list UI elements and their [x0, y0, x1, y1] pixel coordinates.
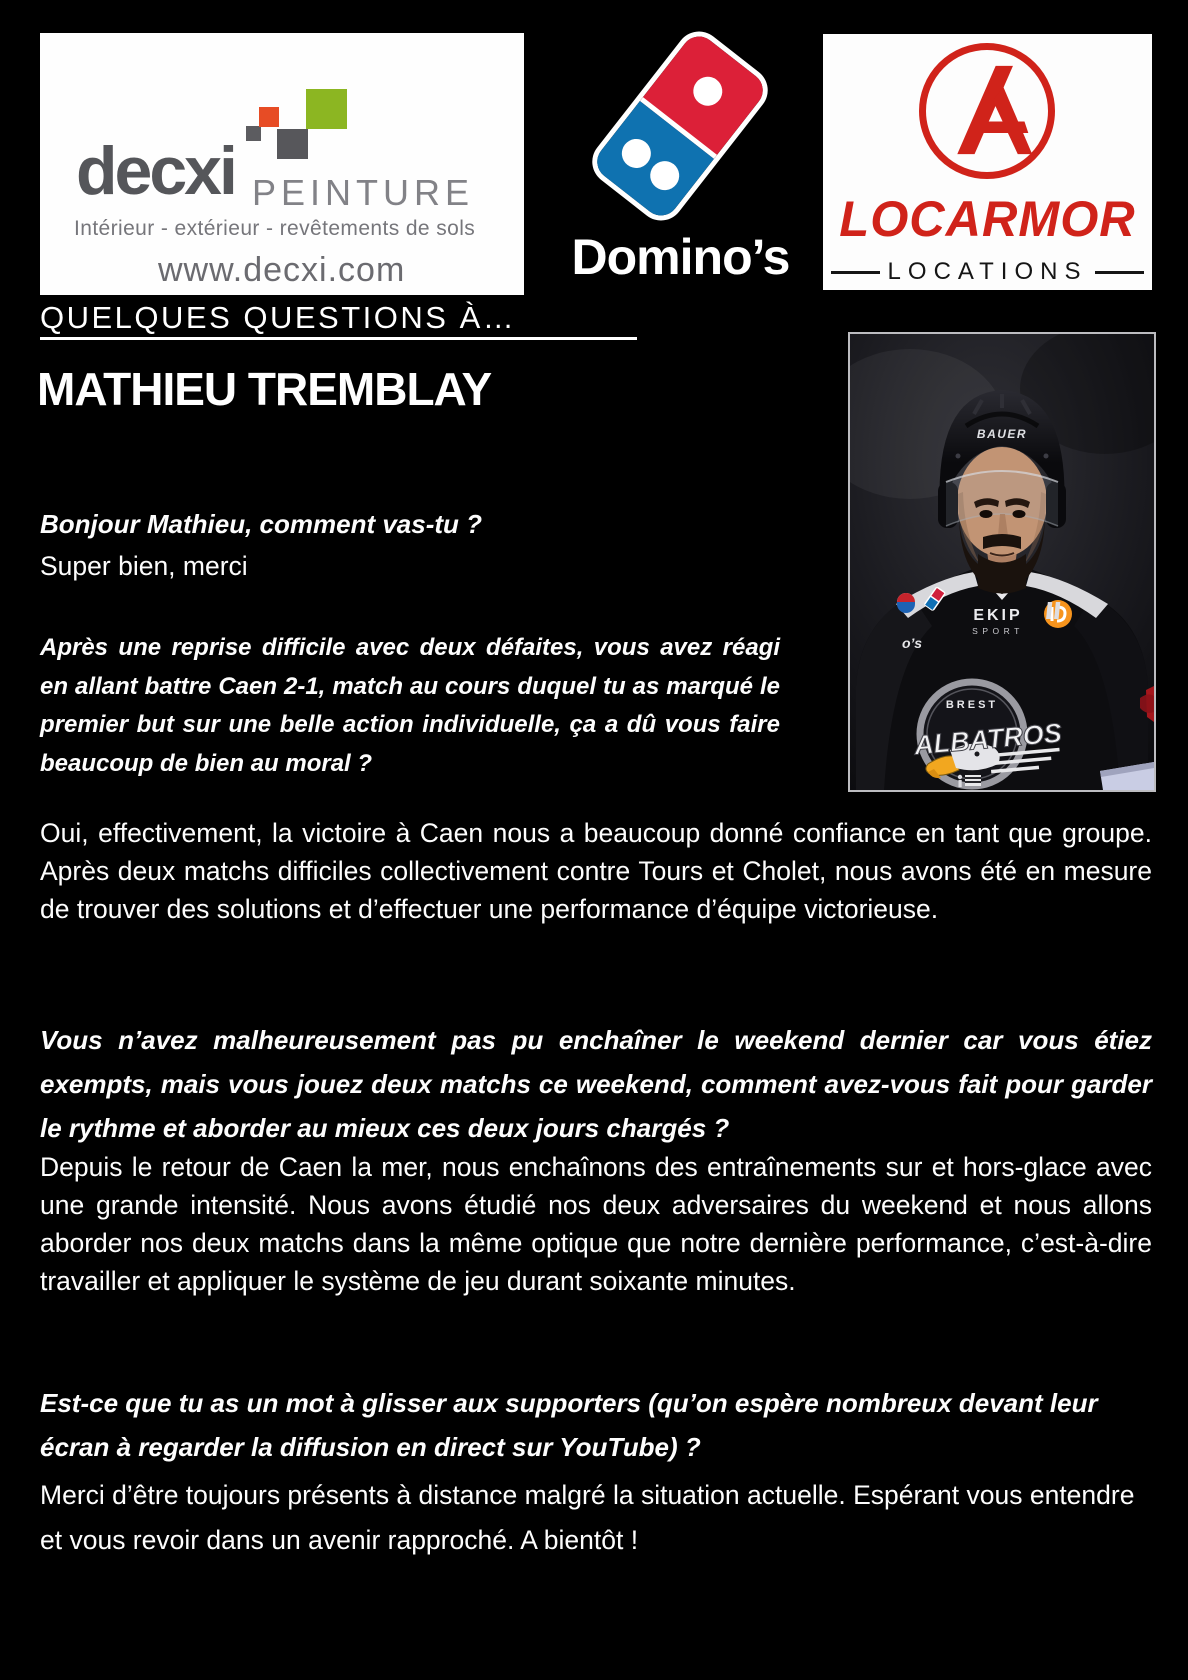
- decxi-square-green-icon: [306, 89, 347, 129]
- helmet-brand-label: BAUER: [976, 427, 1028, 441]
- subtitle-rule-right: [1095, 271, 1144, 274]
- crest-team-label: ALBATROS: [912, 717, 1063, 761]
- jersey-dominos-fragment: o’s: [902, 635, 922, 651]
- kicker-underline: [40, 337, 637, 340]
- dominos-dot: [616, 132, 657, 173]
- question-2: Après une reprise difficile avec deux défaites, vous avez réagi en allant battre Caen 2-1, match au cours duquel tu as marqué le premier but sur une belle action individuelle, ça a dû vous faire beaucoup de bien au moral ?: [40, 634, 780, 777]
- jersey-ekip-label: EKIP: [973, 607, 1023, 624]
- decxi-square-gray-small-icon: [246, 126, 261, 141]
- player-photo: [848, 332, 1156, 792]
- locarmor-subtitle: [831, 258, 1144, 286]
- question-4: Est-ce que tu as un mot à glisser aux supporters (qu’on espère nombreux devant leur écran à regarder la diffusion en direct sur YouTube) ?: [40, 1388, 1098, 1462]
- subtitle-rule-left: [831, 271, 880, 274]
- page-title: MATHIEU TREMBLAY: [37, 363, 492, 415]
- decxi-wordmark: decxi: [76, 133, 235, 209]
- answer-3: Depuis le retour de Caen la mer, nous enchaînons des entraînements sur et hors-glace avec une grande intensité. Nous avons étudié nos deux adversaires du weekend et nous allons aborder nos deux matchs dans la même optique que notre dernière performance, c’est-à-dire travailler et appliquer le système de jeu durant soixante minutes.: [40, 1152, 1152, 1296]
- sponsor-dominos-logo: [540, 33, 820, 295]
- locarmor-locations-label: LOCATIONS: [887, 258, 1088, 285]
- decxi-tagline: Intérieur - extérieur - revêtements de sols: [74, 217, 476, 240]
- answer-2: Oui, effectivement, la victoire à Caen nous a beaucoup donné confiance en tant que groupe. Après deux matchs difficiles collectivement contre Tours et Cholet, nous avons été en mesure de trouver des solutions et d’effectuer une performance d’équipe victorieuse.: [40, 818, 1152, 924]
- decxi-square-red-icon: [259, 107, 279, 127]
- question-3: Vous n’avez malheureusement pas pu enchaîner le weekend dernier car vous étiez exempts, mais vous jouez deux matchs ce weekend, comment avez-vous fait pour garder le rythme et aborder au mieux ces deux jours chargés ?: [40, 1025, 1152, 1143]
- dominos-dot: [644, 155, 685, 196]
- section-kicker: QUELQUES QUESTIONS À…: [40, 300, 517, 335]
- crest-city-label: BREST: [945, 699, 999, 711]
- jersey-sport-label: SPORT: [972, 626, 1024, 636]
- answer-4: Merci d’être toujours présents à distance malgré la situation actuelle. Espérant vous entendre et vous revoir dans un avenir rapproché. A bientôt !: [40, 1480, 1135, 1555]
- dominos-dot: [687, 71, 728, 112]
- dominos-tile-icon: [590, 29, 770, 222]
- question-1: Bonjour Mathieu, comment vas-tu ?: [40, 509, 483, 539]
- locarmor-monogram-icon: [919, 43, 1055, 179]
- locarmor-wordmark: LOCARMOR: [839, 191, 1136, 247]
- answer-1: Super bien, merci: [40, 551, 248, 581]
- sponsor-decxi-logo: [40, 33, 524, 295]
- decxi-square-gray-big-icon: [277, 129, 308, 159]
- dominos-wordmark: Domino’s: [571, 229, 790, 285]
- sponsor-locarmor-logo: [823, 34, 1152, 290]
- decxi-peinture-label: PEINTURE: [252, 172, 475, 213]
- crest-flag-icon: [958, 775, 981, 787]
- decxi-website: www.decxi.com: [158, 251, 406, 289]
